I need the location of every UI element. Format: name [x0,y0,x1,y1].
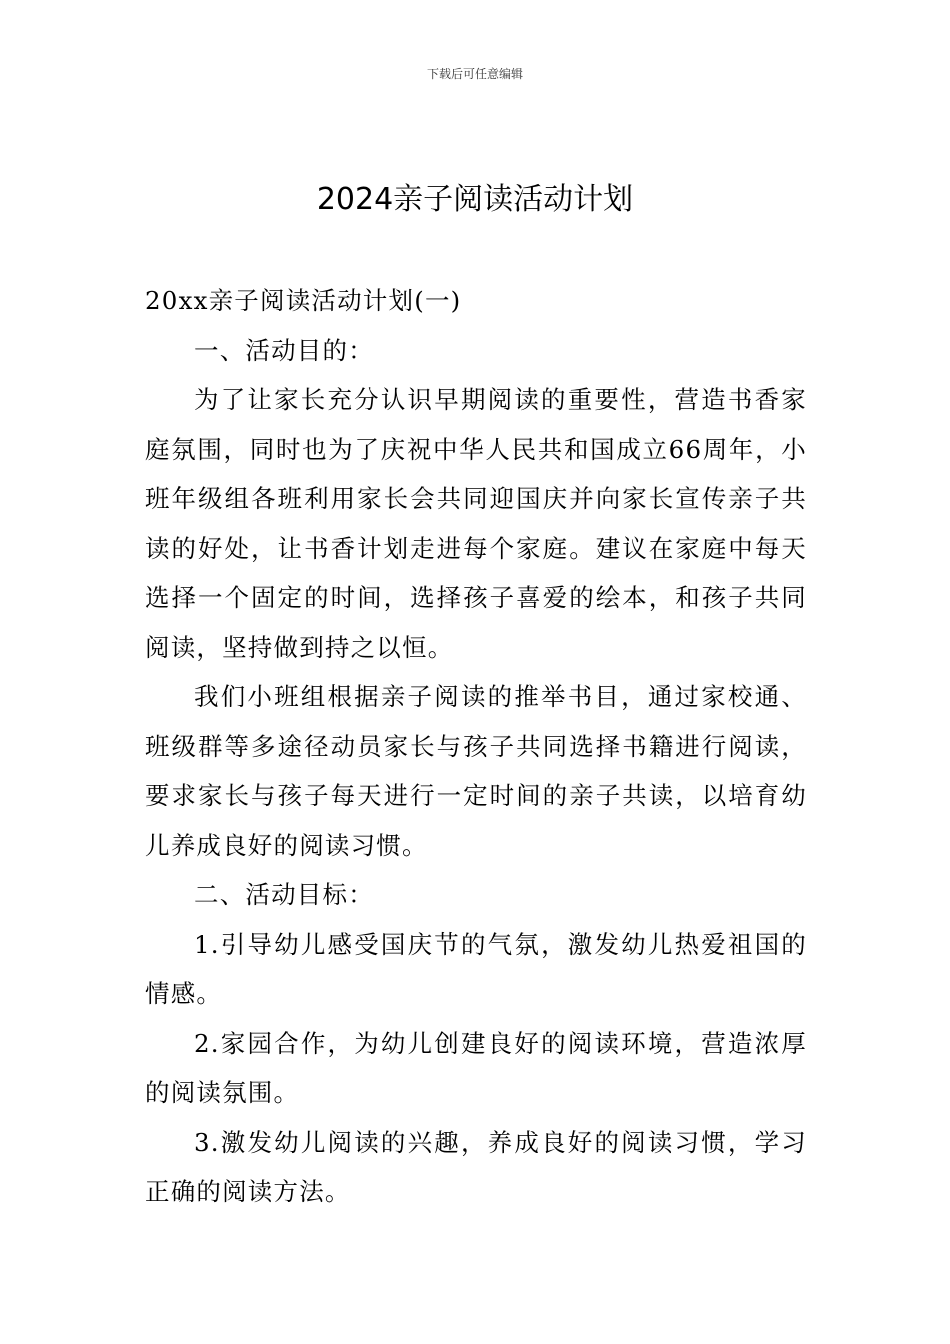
heading-activity-purpose: 一、活动目的： [194,335,374,365]
heading-activity-goals: 二、活动目标： [194,880,374,909]
header-note: 下载后可任意编辑 [426,67,523,81]
paragraph-purpose-1: 为了让家长充分认识早期阅读的重要性，营造书香家庭氛围，同时也为了庆祝中华人民共和国成立66周年，小班年级组各班利用家长会共同迎国庆并向家长宣传亲子共读的好处，让书香计划走进每个家庭。建议在家庭中每天选择一个固定的时间，选择孩子喜爱的绘本，和孩子共同阅读，坚持做到持之以恒。 [145,385,807,662]
goal-item-2: 2.家园合作，为幼儿创建良好的阅读环境，营造浓厚的阅读氛围。 [145,1028,807,1107]
document-body [145,276,807,1217]
goal-item-3: 3.激发幼儿阅读的兴趣，养成良好的阅读习惯，学习正确的阅读方法。 [145,1127,807,1206]
goal-item-1: 1.引导幼儿感受国庆节的气氛，激发幼儿热爱祖国的情感。 [145,929,807,1008]
section-subtitle: 20xx亲子阅读活动计划(一) [145,286,462,315]
paragraph-purpose-2: 我们小班组根据亲子阅读的推举书目，通过家校通、班级群等多途径动员家长与孩子共同选择书籍进行阅读，要求家长与孩子每天进行一定时间的亲子共读，以培育幼儿养成良好的阅读习惯。 [145,682,807,860]
document-title: 2024亲子阅读活动计划 [316,182,634,217]
